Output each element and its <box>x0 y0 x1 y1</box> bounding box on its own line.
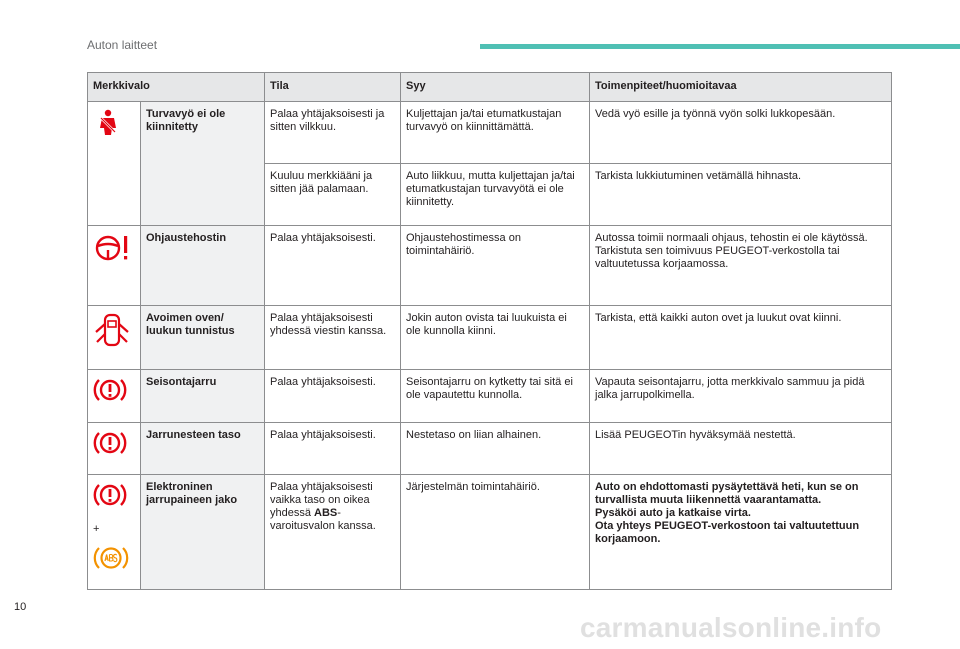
watermark: carmanualsonline.info <box>580 612 882 643</box>
cause-cell: Kuljettajan ja/tai etumatkustajan turvavyö on kiinnittämättä. <box>401 102 590 164</box>
table-row <box>88 306 892 370</box>
warning-name: Ohjaustehostin <box>141 226 265 306</box>
abs-label: ABS <box>314 507 338 519</box>
state-cell: Palaa yhtäjaksoisesti. <box>265 370 401 423</box>
state-cell: Palaa yhtäjaksoisesti. <box>265 226 401 306</box>
warning-name: Elektroninen jarrupaineen jako <box>141 475 265 590</box>
warning-name: Avoimen oven/ luukun tunnistus <box>141 306 265 370</box>
table-header-row <box>88 73 892 102</box>
table-row <box>88 423 892 475</box>
table-row <box>88 226 892 306</box>
icon-cell <box>88 102 141 226</box>
state-cell: Palaa yhtäjaksoisesti yhdessä viestin kanssa. <box>265 306 401 370</box>
action-cell: Vedä vyö esille ja työnnä vyön solki lukkopesään. <box>590 102 892 164</box>
action-line: Auto on ehdottomasti pysäytettävä heti, kun se on turvallista muuta liikennettä vaarantamatta. <box>595 481 859 506</box>
abs-warning-icon <box>93 544 129 572</box>
state-cell: Palaa yhtäjaksoisesti ja sitten vilkkuu. <box>265 102 401 164</box>
warning-name: Jarrunesteen taso <box>141 423 265 475</box>
warning-name: Seisontajarru <box>141 370 265 423</box>
action-cell: Tarkista lukkiutuminen vetämällä hihnasta. <box>590 164 892 226</box>
table-row <box>88 370 892 423</box>
action-line: Pysäköi auto ja katkaise virta. <box>595 507 751 519</box>
icon-cell <box>88 475 141 590</box>
action-cell <box>590 226 892 306</box>
icon-cell <box>88 370 141 423</box>
state-cell: Kuuluu merkkiääni ja sitten jää palamaan. <box>265 164 401 226</box>
plus-sign: + <box>93 523 100 535</box>
icon-cell <box>88 306 141 370</box>
state-cell: Palaa yhtäjaksoisesti. <box>265 423 401 475</box>
warning-name: Turvavyö ei ole kiinnitetty <box>141 102 265 226</box>
cause-cell: Auto liikkuu, mutta kuljettajan ja/tai etumatkustajan turvavyötä ei ole kiinnitetty. <box>401 164 590 226</box>
action-line: Autossa toimii normaali ohjaus, tehostin ei ole käytössä. <box>595 232 868 244</box>
action-line: Ota yhteys PEUGEOT-verkostoon tai valtuutettuun korjaamoon. <box>595 520 860 545</box>
table-row <box>88 102 892 164</box>
icon-cell <box>88 226 141 306</box>
action-cell: Tarkista, että kaikki auton ovet ja luukut ovat kiinni. <box>590 306 892 370</box>
action-cell: Vapauta seisontajarru, jotta merkkivalo sammuu ja pidä jalka jarrupolkimella. <box>590 370 892 423</box>
cause-cell: Nestetaso on liian alhainen. <box>401 423 590 475</box>
section-accent-bar <box>480 44 960 49</box>
cause-cell: Jokin auton ovista tai luukuista ei ole kunnolla kiinni. <box>401 306 590 370</box>
column-header: Syy <box>401 73 590 102</box>
power-steering-warning-icon <box>93 232 133 264</box>
action-cell <box>590 475 892 590</box>
action-cell: Lisää PEUGEOTin hyväksymää nestettä. <box>590 423 892 475</box>
cause-cell: Järjestelmän toimintahäiriö. <box>401 475 590 590</box>
state-text: Palaa yhtäjaksoisesti vaikka taso on oikea yhdessä <box>270 481 373 519</box>
action-line: Tarkistuta sen toimivuus PEUGEOT-verkostolla tai valtuutetussa korjaamossa. <box>595 245 840 270</box>
section-title: Auton laitteet <box>87 38 158 52</box>
icon-cell <box>88 423 141 475</box>
brake-fluid-warning-icon <box>93 429 127 457</box>
door-open-warning-icon <box>93 312 131 348</box>
state-text: -varoitusvalon kanssa. <box>270 507 376 532</box>
parking-brake-warning-icon <box>93 376 127 404</box>
column-header: Tila <box>265 73 401 102</box>
page-number: 10 <box>14 601 27 613</box>
warning-lights-table <box>87 72 892 590</box>
brake-warning-icon <box>93 481 127 509</box>
seatbelt-warning-icon <box>93 108 123 138</box>
state-cell <box>265 475 401 590</box>
cause-cell: Seisontajarru on kytketty tai sitä ei ole vapautettu kunnolla. <box>401 370 590 423</box>
column-header: Toimenpiteet/huomioitavaa <box>590 73 892 102</box>
table-row <box>88 475 892 590</box>
cause-cell: Ohjaustehostimessa on toimintahäiriö. <box>401 226 590 306</box>
column-header: Merkkivalo <box>88 73 265 102</box>
